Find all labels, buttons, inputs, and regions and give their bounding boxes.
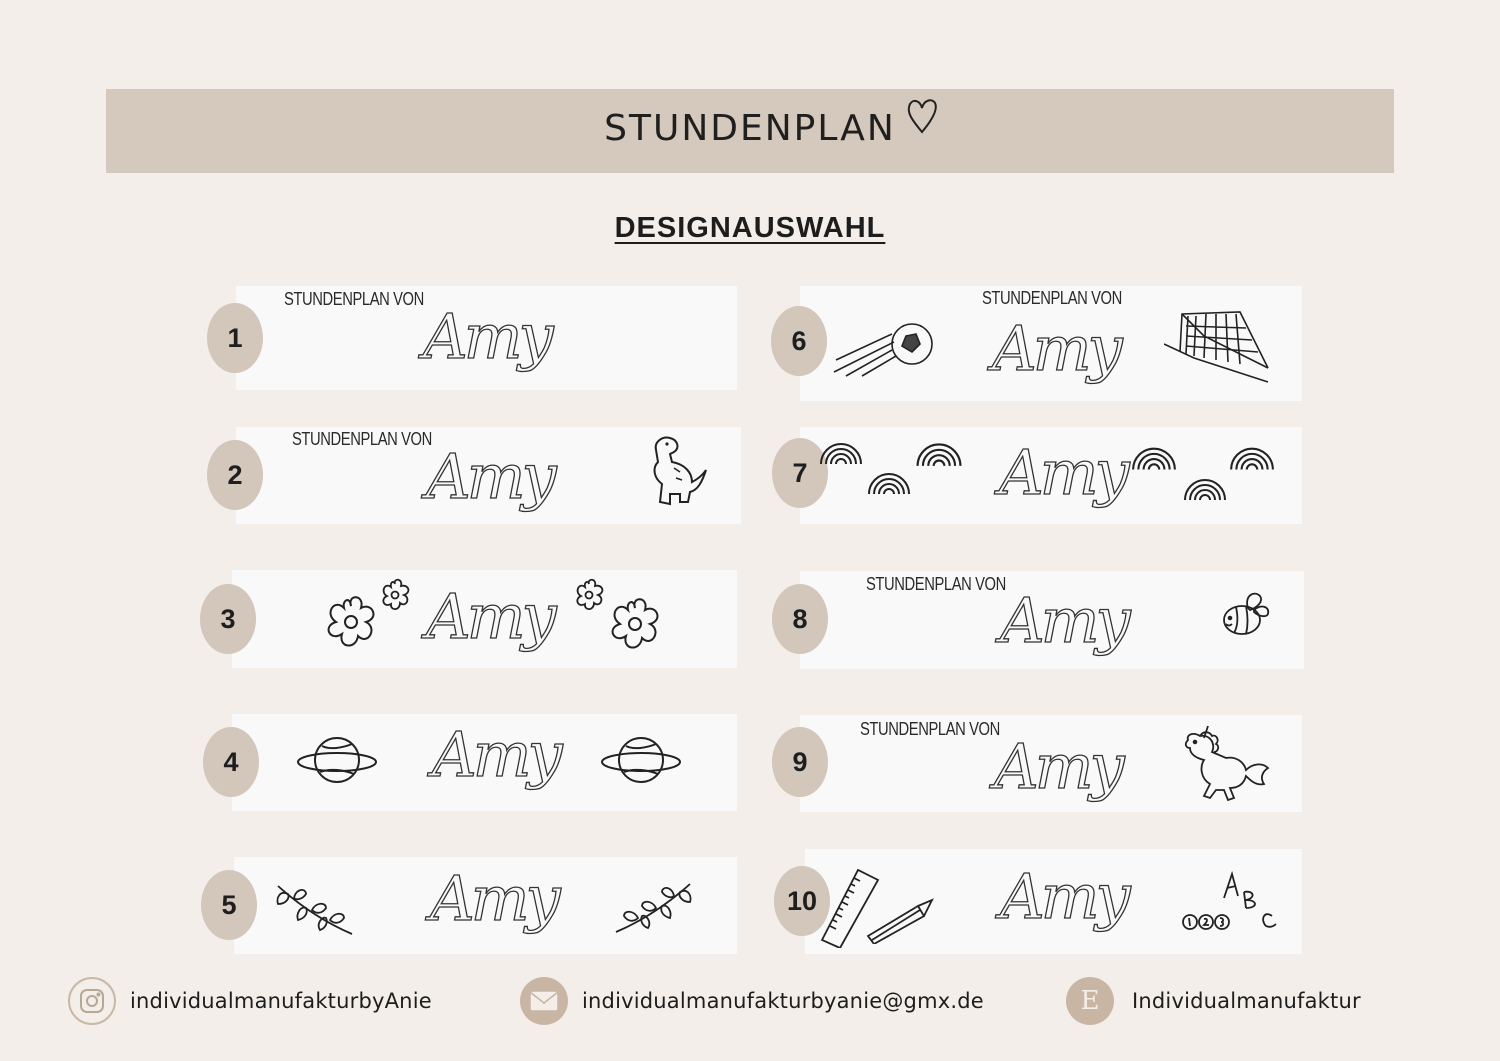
rainbow-icon (1228, 442, 1276, 472)
design-caption: STUNDENPLAN VON (866, 574, 1006, 594)
planet-icon (296, 732, 378, 788)
instagram-icon (68, 977, 116, 1025)
leaf-branch-icon (614, 878, 694, 938)
design-name: Amy (992, 312, 1119, 385)
footer-etsy[interactable] (1066, 976, 1361, 1026)
soccer-goal-icon (1164, 306, 1272, 386)
footer-email[interactable] (520, 976, 984, 1026)
pencil-icon (864, 896, 934, 944)
design-name: Amy (426, 580, 553, 653)
design-number-badge: 6 (771, 306, 827, 376)
design-name: Amy (423, 300, 550, 373)
rainbow-icon (818, 438, 864, 466)
design-name: Amy (1000, 584, 1127, 657)
etsy-icon (1066, 977, 1114, 1025)
design-name: Amy (430, 862, 557, 935)
instagram-handle: individualmanufakturbyAnie (130, 989, 432, 1013)
flower-icon (378, 578, 412, 612)
design-caption: STUNDENPLAN VON (284, 289, 424, 309)
flower-icon (572, 578, 606, 612)
design-number-badge: 7 (772, 438, 828, 508)
design-number-badge: 2 (207, 440, 263, 510)
rainbow-icon (914, 438, 964, 468)
soccer-ball-icon (832, 320, 936, 378)
abc-icon (1180, 870, 1280, 936)
design-number-badge: 5 (201, 870, 257, 940)
rainbow-icon (1130, 442, 1178, 472)
bee-icon (1220, 588, 1272, 640)
design-name: Amy (994, 730, 1121, 803)
design-number-badge: 3 (200, 584, 256, 654)
footer-instagram[interactable] (68, 976, 432, 1026)
design-number-badge: 9 (772, 727, 828, 797)
design-name: Amy (1000, 860, 1127, 933)
design-caption: STUNDENPLAN VON (860, 719, 1000, 739)
design-number-badge: 4 (203, 727, 259, 797)
design-name: Amy (426, 440, 553, 513)
email-address: individualmanufakturbyanie@gmx.de (582, 989, 984, 1013)
leaf-branch-icon (274, 880, 354, 940)
mail-icon (520, 977, 568, 1025)
rainbow-icon (866, 468, 912, 496)
etsy-letter: E (1080, 986, 1100, 1016)
planet-icon (600, 732, 682, 788)
heart-icon (904, 96, 940, 136)
design-number-badge: 1 (207, 303, 263, 373)
design-caption: STUNDENPLAN VON (982, 288, 1122, 308)
design-number-badge: 8 (772, 584, 828, 654)
etsy-shop-name: Individualmanufaktur (1132, 989, 1361, 1013)
flower-icon (604, 594, 666, 654)
design-caption: STUNDENPLAN VON (292, 429, 432, 449)
design-name: Amy (999, 436, 1126, 509)
page-title: STUNDENPLAN (604, 108, 896, 149)
flower-icon (320, 592, 382, 652)
unicorn-icon (1180, 722, 1272, 802)
design-number-badge: 10 (774, 866, 830, 936)
design-name: Amy (432, 718, 559, 791)
section-heading: DESIGNAUSWAHL (614, 212, 886, 244)
dinosaur-icon (640, 432, 710, 512)
rainbow-icon (1182, 474, 1228, 502)
